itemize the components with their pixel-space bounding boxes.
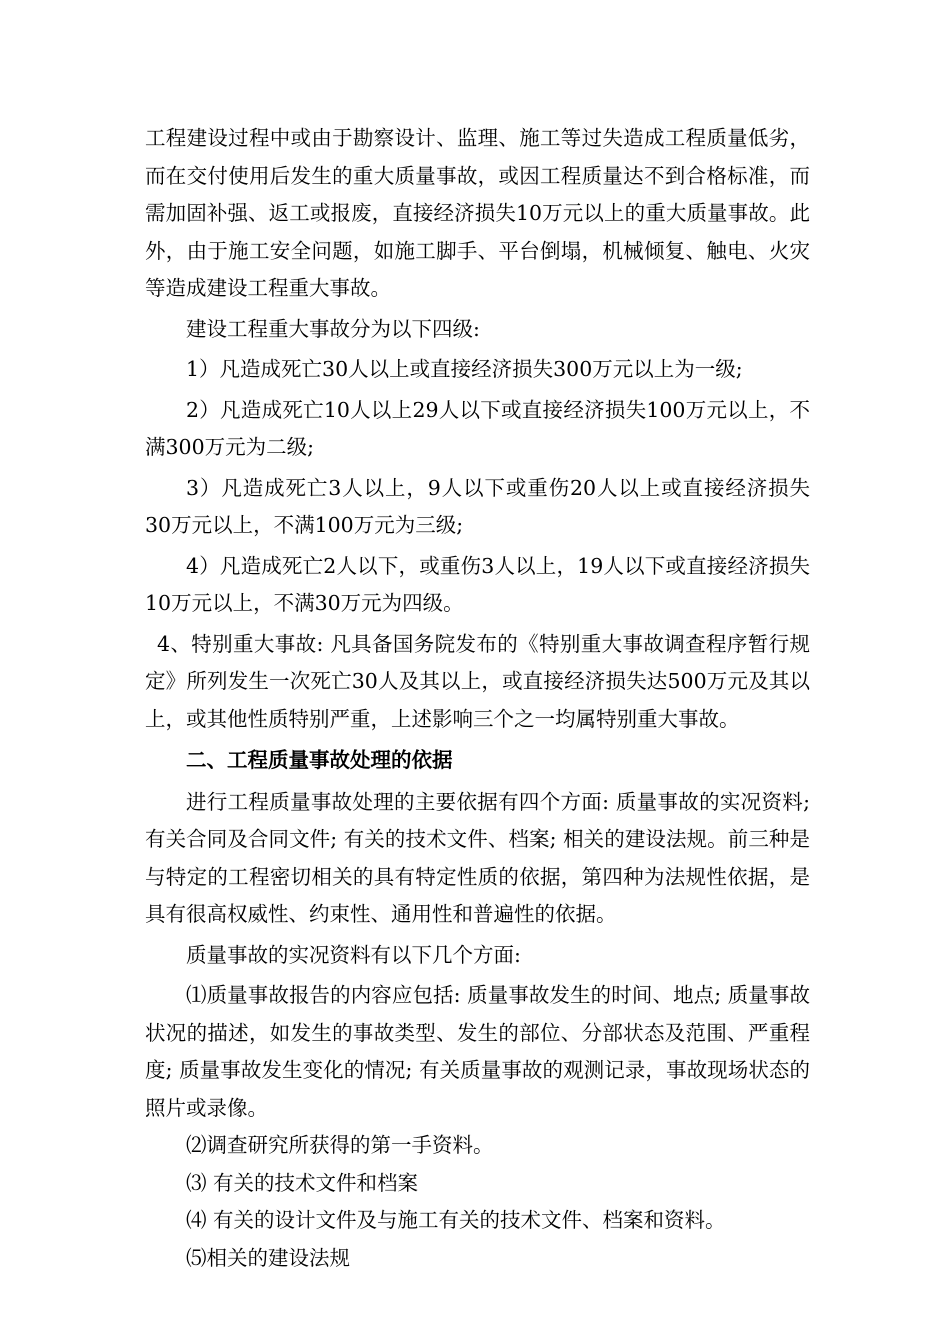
document-page [145, 120, 810, 1277]
list-item-2: ⑵调查研究所获得的第一手资料。 [186, 1133, 494, 1157]
list-item-5: ⑸相关的建设法规 [186, 1245, 350, 1270]
paragraph-basis: 进行工程质量事故处理的主要依据有四个方面: 质量事故的实况资料; 有关合同及合同文件; 有关的技术文件、档案; 相关的建设法规。前三种是与特定的工程密切相关的具有特定性质的依据，第四种为法规性依据，是具有很高权威性、约束性、通用性和普遍性的依据。 [145, 789, 810, 926]
paragraph-factual-data-intro: 质量事故的实况资料有以下几个方面: [186, 942, 521, 967]
level-item-4: 4）凡造成死亡2人以下，或重伤3人以上，19人以下或直接经济损失10万元以上，不满30万元为四级。 [145, 553, 810, 615]
paragraph-levels-intro: 建设工程重大事故分为以下四级: [186, 316, 480, 341]
level-item-2: 2）凡造成死亡10人以上29人以下或直接经济损失100万元以上，不满300万元为二级; [145, 397, 810, 459]
paragraph-extraordinary-accident: 4、特别重大事故: 凡具备国务院发布的《特别重大事故调查程序暂行规定》所列发生一次死亡30人及其以上，或直接经济损失达500万元及其以上，或其他性质特别严重，上述影响三个之一均属特别重大事故。 [145, 631, 810, 731]
list-item-1: ⑴质量事故报告的内容应包括: 质量事故发生的时间、地点; 质量事故状况的描述，如发生的事故类型、发生的部位、分部状态及范围、严重程度; 质量事故发生变化的情况; 有关质量事故的观测记录，事故现场状态的照片或录像。 [145, 983, 810, 1120]
level-item-3: 3）凡造成死亡3人以上，9人以下或重伤20人以上或直接经济损失30万元以上，不满100万元为三级; [145, 475, 810, 537]
level-item-1: 1）凡造成死亡30人以上或直接经济损失300万元以上为一级; [186, 357, 743, 381]
section-heading: 二、工程质量事故处理的依据 [186, 748, 453, 772]
list-item-4: ⑷ 有关的设计文件及与施工有关的技术文件、档案和资料。 [186, 1208, 726, 1232]
paragraph-major-accident: 工程建设过程中或由于勘察设计、监理、施工等过失造成工程质量低劣，而在交付使用后发生的重大质量事故，或因工程质量达不到合格标准，而需加固补强、返工或报废，直接经济损失10万元以上的重大质量事故。此外，由于施工安全问题，如施工脚手、平台倒塌，机械倾复、触电、火灾等造成建设工程重大事故。 [145, 126, 810, 300]
list-item-3: ⑶ 有关的技术文件和档案 [186, 1170, 419, 1195]
